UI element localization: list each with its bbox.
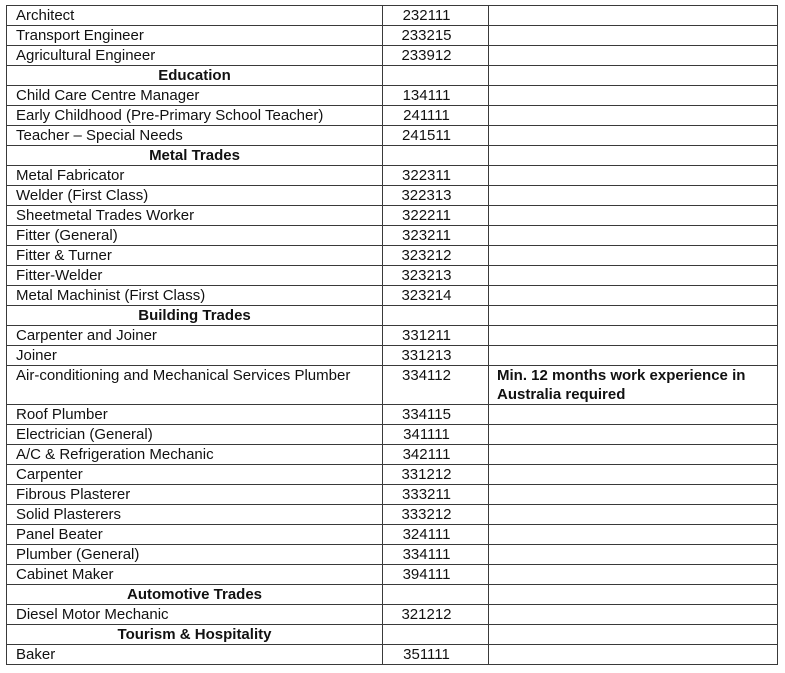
- section-heading: Metal Trades: [7, 146, 383, 166]
- section-heading-row: [7, 146, 778, 166]
- occupation-cell: Air-conditioning and Mechanical Services Plumber: [7, 366, 383, 405]
- table-row: [7, 46, 778, 66]
- table-row: [7, 346, 778, 366]
- requirement-note-cell: [489, 206, 778, 226]
- requirement-note-cell: [489, 485, 778, 505]
- anzsco-code-cell: 331213: [383, 346, 489, 366]
- table-row: [7, 645, 778, 665]
- occupation-cell: Carpenter and Joiner: [7, 326, 383, 346]
- requirement-note-cell: Min. 12 months work experience in Australia required: [489, 366, 778, 405]
- table-row: [7, 6, 778, 26]
- section-heading-row: [7, 585, 778, 605]
- table-row: [7, 126, 778, 146]
- anzsco-code-cell: 351111: [383, 645, 489, 665]
- anzsco-code-cell: 334112: [383, 366, 489, 405]
- anzsco-code-cell: 342111: [383, 445, 489, 465]
- table-row: [7, 545, 778, 565]
- requirement-note-cell: [489, 545, 778, 565]
- table-row: [7, 286, 778, 306]
- anzsco-code-cell: 323214: [383, 286, 489, 306]
- requirement-note-cell: [489, 106, 778, 126]
- occupation-cell: Solid Plasterers: [7, 505, 383, 525]
- section-heading: Education: [7, 66, 383, 86]
- occupation-cell: Metal Machinist (First Class): [7, 286, 383, 306]
- table-row: [7, 366, 778, 405]
- occupation-cell: Roof Plumber: [7, 405, 383, 425]
- table-row: [7, 226, 778, 246]
- table-row: [7, 106, 778, 126]
- requirement-note-cell: [489, 405, 778, 425]
- table-row: [7, 605, 778, 625]
- requirement-note-cell: [489, 226, 778, 246]
- occupation-cell: Fibrous Plasterer: [7, 485, 383, 505]
- requirement-note-cell: [489, 266, 778, 286]
- anzsco-code-cell: 134111: [383, 86, 489, 106]
- anzsco-code-cell: 324111: [383, 525, 489, 545]
- requirement-note-cell: [489, 505, 778, 525]
- anzsco-code-cell: 323211: [383, 226, 489, 246]
- requirement-note-cell: [489, 246, 778, 266]
- requirement-note-cell: [489, 585, 778, 605]
- anzsco-code-cell: [383, 146, 489, 166]
- section-heading-row: [7, 306, 778, 326]
- anzsco-code-cell: 233912: [383, 46, 489, 66]
- requirement-note-cell: [489, 445, 778, 465]
- table-row: [7, 326, 778, 346]
- table-row: [7, 525, 778, 545]
- table-row: [7, 166, 778, 186]
- anzsco-code-cell: [383, 585, 489, 605]
- requirement-note-cell: [489, 605, 778, 625]
- anzsco-code-cell: 232111: [383, 6, 489, 26]
- anzsco-code-cell: 331211: [383, 326, 489, 346]
- anzsco-code-cell: 334115: [383, 405, 489, 425]
- anzsco-code-cell: 241111: [383, 106, 489, 126]
- occupation-cell: Plumber (General): [7, 545, 383, 565]
- anzsco-code-cell: 322211: [383, 206, 489, 226]
- occupation-cell: Electrician (General): [7, 425, 383, 445]
- anzsco-code-cell: 333211: [383, 485, 489, 505]
- requirement-note-cell: [489, 425, 778, 445]
- anzsco-code-cell: 323213: [383, 266, 489, 286]
- occupation-cell: Sheetmetal Trades Worker: [7, 206, 383, 226]
- requirement-note-cell: [489, 625, 778, 645]
- section-heading-row: [7, 625, 778, 645]
- requirement-note-cell: [489, 86, 778, 106]
- table-row: [7, 246, 778, 266]
- occupation-cell: Carpenter: [7, 465, 383, 485]
- occupation-cell: Fitter (General): [7, 226, 383, 246]
- anzsco-code-cell: [383, 66, 489, 86]
- table-row: [7, 266, 778, 286]
- table-row: [7, 405, 778, 425]
- occupation-cell: Diesel Motor Mechanic: [7, 605, 383, 625]
- occupation-cell: Panel Beater: [7, 525, 383, 545]
- occupation-table-body: [7, 6, 778, 665]
- occupation-cell: Welder (First Class): [7, 186, 383, 206]
- requirement-note-cell: [489, 26, 778, 46]
- occupation-cell: Child Care Centre Manager: [7, 86, 383, 106]
- anzsco-code-cell: 323212: [383, 246, 489, 266]
- requirement-note-cell: [489, 146, 778, 166]
- table-row: [7, 565, 778, 585]
- anzsco-code-cell: 394111: [383, 565, 489, 585]
- anzsco-code-cell: [383, 306, 489, 326]
- occupation-cell: Early Childhood (Pre-Primary School Teacher): [7, 106, 383, 126]
- requirement-note-cell: [489, 6, 778, 26]
- requirement-note-cell: [489, 166, 778, 186]
- table-row: [7, 505, 778, 525]
- requirement-note-cell: [489, 126, 778, 146]
- table-row: [7, 425, 778, 445]
- table-row: [7, 26, 778, 46]
- requirement-note-cell: [489, 346, 778, 366]
- occupation-cell: Agricultural Engineer: [7, 46, 383, 66]
- section-heading: Tourism & Hospitality: [7, 625, 383, 645]
- occupation-cell: Teacher – Special Needs: [7, 126, 383, 146]
- table-row: [7, 186, 778, 206]
- occupation-table: [6, 5, 778, 665]
- requirement-note-cell: [489, 286, 778, 306]
- table-row: [7, 86, 778, 106]
- anzsco-code-cell: [383, 625, 489, 645]
- anzsco-code-cell: 333212: [383, 505, 489, 525]
- requirement-note-cell: [489, 565, 778, 585]
- occupation-cell: Fitter & Turner: [7, 246, 383, 266]
- occupation-cell: Fitter-Welder: [7, 266, 383, 286]
- occupation-cell: Joiner: [7, 346, 383, 366]
- anzsco-code-cell: 321212: [383, 605, 489, 625]
- occupation-cell: Metal Fabricator: [7, 166, 383, 186]
- occupation-cell: Baker: [7, 645, 383, 665]
- requirement-note-cell: [489, 645, 778, 665]
- table-row: [7, 445, 778, 465]
- anzsco-code-cell: 334111: [383, 545, 489, 565]
- anzsco-code-cell: 341111: [383, 425, 489, 445]
- occupation-cell: Cabinet Maker: [7, 565, 383, 585]
- table-row: [7, 465, 778, 485]
- anzsco-code-cell: 322311: [383, 166, 489, 186]
- anzsco-code-cell: 241511: [383, 126, 489, 146]
- section-heading-row: [7, 66, 778, 86]
- table-row: [7, 485, 778, 505]
- requirement-note-cell: [489, 465, 778, 485]
- occupation-cell: A/C & Refrigeration Mechanic: [7, 445, 383, 465]
- anzsco-code-cell: 322313: [383, 186, 489, 206]
- requirement-note-cell: [489, 66, 778, 86]
- section-heading: Automotive Trades: [7, 585, 383, 605]
- occupation-cell: Transport Engineer: [7, 26, 383, 46]
- requirement-note-cell: [489, 46, 778, 66]
- anzsco-code-cell: 331212: [383, 465, 489, 485]
- table-row: [7, 206, 778, 226]
- anzsco-code-cell: 233215: [383, 26, 489, 46]
- requirement-note-cell: [489, 326, 778, 346]
- occupation-cell: Architect: [7, 6, 383, 26]
- requirement-note-cell: [489, 186, 778, 206]
- section-heading: Building Trades: [7, 306, 383, 326]
- requirement-note-cell: [489, 306, 778, 326]
- requirement-note-cell: [489, 525, 778, 545]
